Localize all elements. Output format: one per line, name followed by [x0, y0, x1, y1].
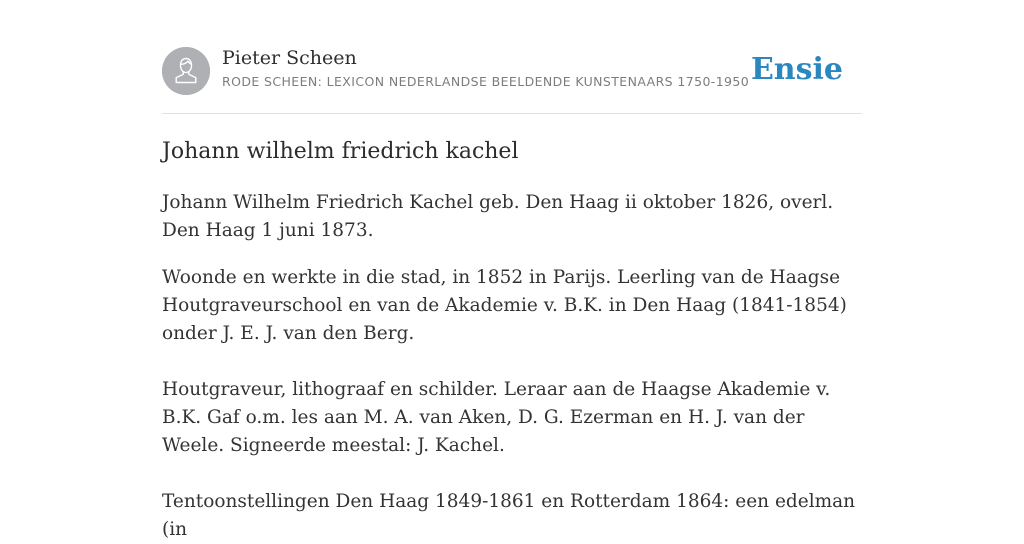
author-avatar[interactable]: [162, 47, 210, 95]
article-body: [162, 136, 862, 544]
article-paragraph: Houtgraveur, lithograaf en schilder. Leraar aan de Haagse Akademie v. B.K. Gaf o.m. les aan M. A. van Aken, D. G. Ezerman en H. J. van der Weele. Signeerde meestal: J. Kachel.: [162, 379, 831, 456]
source-label[interactable]: RODE SCHEEN: LEXICON NEDERLANDSE BEELDENDE KUNSTENAARS 1750-1950: [222, 74, 750, 89]
article-title: Johann wilhelm friedrich kachel: [162, 139, 519, 164]
article-paragraph: Tentoonstellingen Den Haag 1849-1861 en Rotterdam 1864: een edelman (in: [162, 491, 856, 540]
author-name[interactable]: Pieter Scheen: [222, 47, 357, 69]
user-avatar-icon: [162, 47, 210, 95]
header-divider: [162, 113, 862, 114]
article-paragraph: Woonde en werkte in die stad, in 1852 in Parijs. Leerling van de Haagse Houtgraveurschool en van de Akademie v. B.K. in Den Haag (1841-1854) onder J. E. J. van den Berg.: [162, 267, 847, 344]
article-paragraph: Johann Wilhelm Friedrich Kachel geb. Den Haag ii oktober 1826, overl. Den Haag 1 juni 1873.: [162, 192, 834, 241]
article-header: [162, 46, 862, 96]
ensie-logo[interactable]: Ensie: [750, 52, 843, 87]
